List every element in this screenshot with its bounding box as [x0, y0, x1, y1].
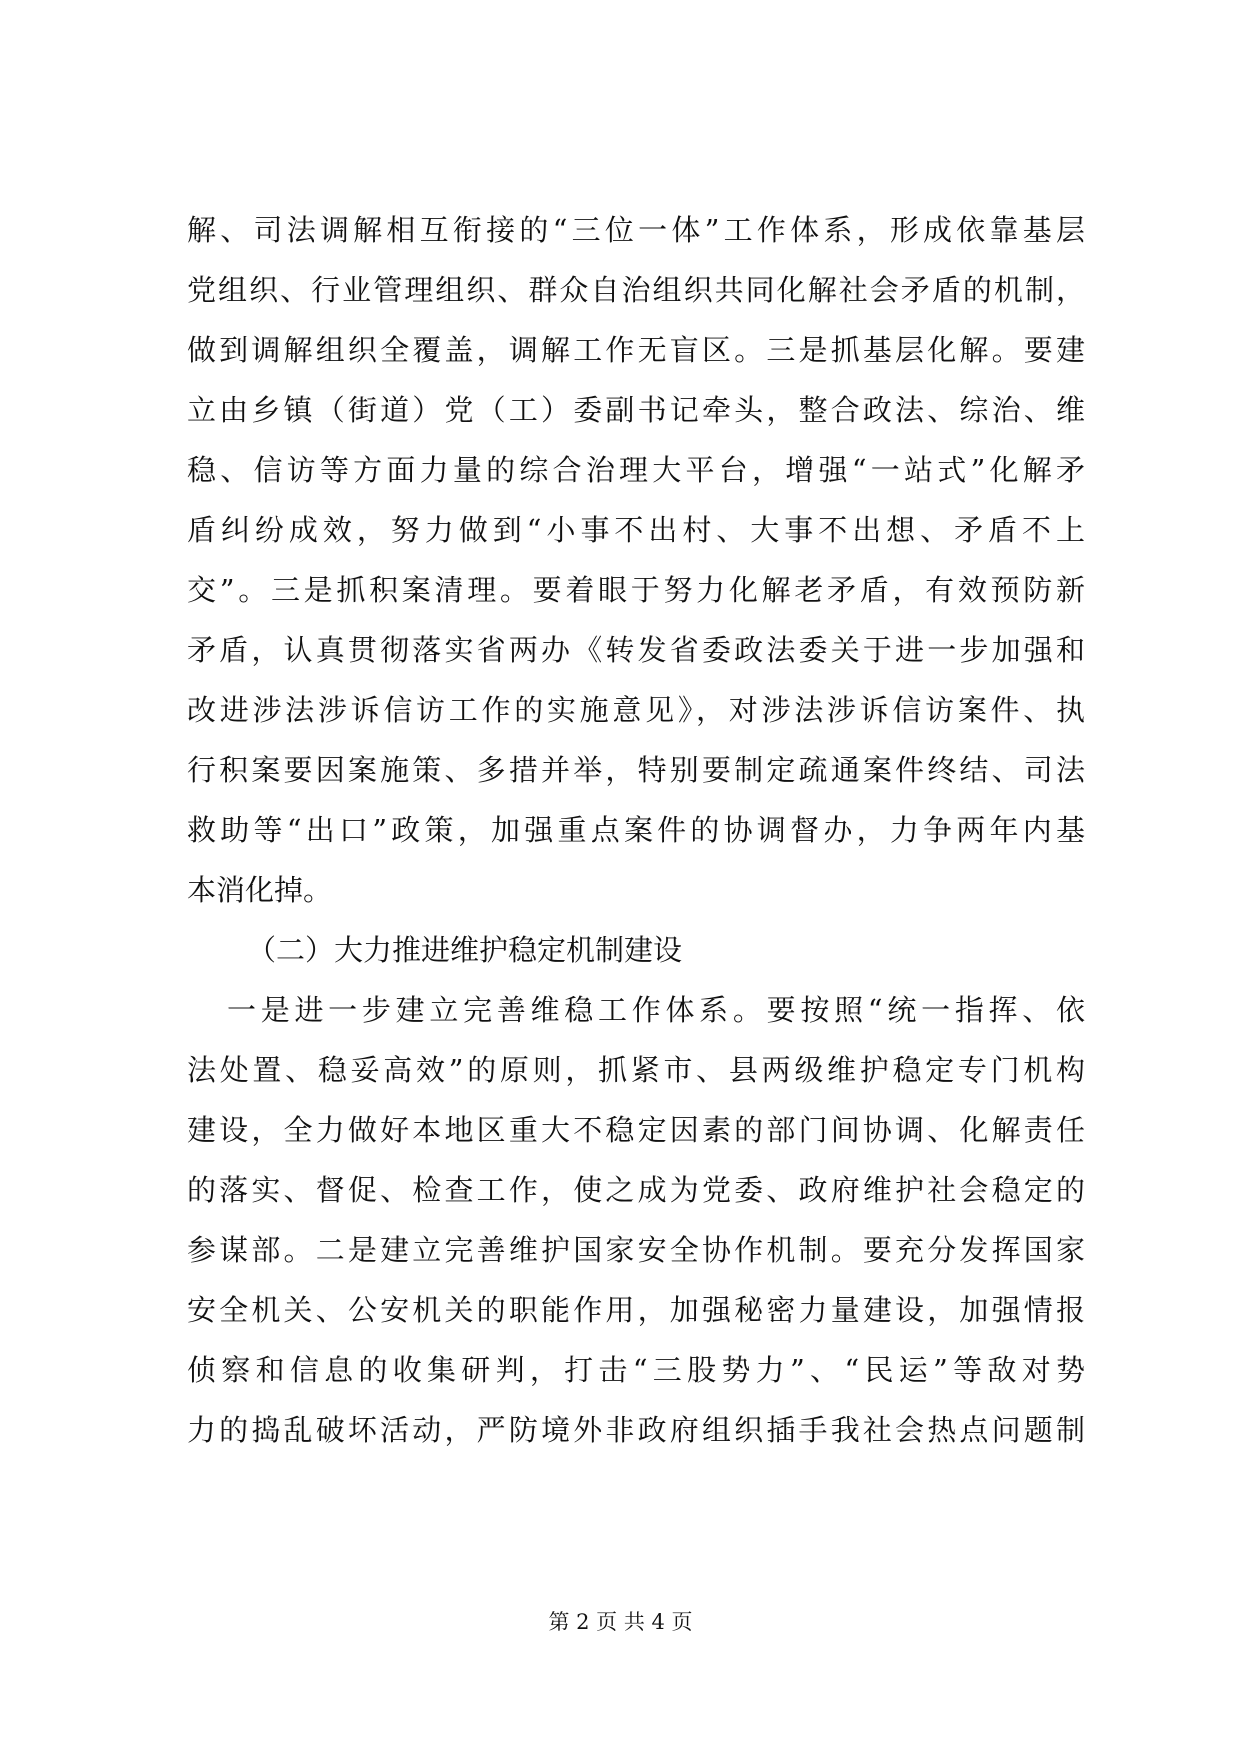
- paragraph-line: 立由乡镇（街道）党（工）委副书记牵头，整合政法、综治、维: [187, 393, 1085, 427]
- section-heading: （二）大力推进维护稳定机制建设: [247, 933, 683, 967]
- paragraph-line: 交”。三是抓积案清理。要着眼于努力化解老矛盾，有效预防新: [187, 573, 1085, 607]
- paragraph-line: 矛盾，认真贯彻落实省两办《转发省委政法委关于进一步加强和: [187, 633, 1085, 667]
- paragraph-line: 救助等“出口”政策，加强重点案件的协调督办，力争两年内基: [187, 813, 1085, 847]
- paragraph-line: 力的捣乱破坏活动，严防境外非政府组织插手我社会热点问题制: [187, 1413, 1085, 1447]
- page-number-footer: 第 2 页 共 4 页: [548, 1610, 693, 1634]
- paragraph-line: 建设，全力做好本地区重大不稳定因素的部门间协调、化解责任: [187, 1113, 1085, 1147]
- paragraph-line: 党组织、行业管理组织、群众自治组织共同化解社会矛盾的机制，: [187, 273, 1085, 307]
- paragraph-line: 安全机关、公安机关的职能作用，加强秘密力量建设，加强情报: [187, 1293, 1085, 1327]
- document-body: [187, 200, 1085, 1460]
- paragraph-line: 盾纠纷成效，努力做到“小事不出村、大事不出想、矛盾不上: [187, 513, 1085, 547]
- paragraph-first-line: 一是进一步建立完善维稳工作体系。要按照“统一指挥、依: [227, 993, 1085, 1027]
- paragraph-line: 解、司法调解相互衔接的“三位一体”工作体系，形成依靠基层: [187, 213, 1085, 247]
- paragraph-line: 行积案要因案施策、多措并举，特别要制定疏通案件终结、司法: [187, 753, 1085, 787]
- paragraph-last-line: 本消化掉。: [187, 873, 333, 907]
- paragraph-line: 稳、信访等方面力量的综合治理大平台，增强“一站式”化解矛: [187, 453, 1085, 487]
- paragraph-line: 做到调解组织全覆盖，调解工作无盲区。三是抓基层化解。要建: [187, 333, 1085, 367]
- paragraph-line: 参谋部。二是建立完善维护国家安全协作机制。要充分发挥国家: [187, 1233, 1085, 1267]
- paragraph-line: 法处置、稳妥高效”的原则，抓紧市、县两级维护稳定专门机构: [187, 1053, 1085, 1087]
- paragraph-line: 改进涉法涉诉信访工作的实施意见》，对涉法涉诉信访案件、执: [187, 693, 1085, 727]
- paragraph-line: 的落实、督促、检查工作，使之成为党委、政府维护社会稳定的: [187, 1173, 1085, 1207]
- paragraph-line: 侦察和信息的收集研判，打击“三股势力”、“民运”等敌对势: [187, 1353, 1085, 1387]
